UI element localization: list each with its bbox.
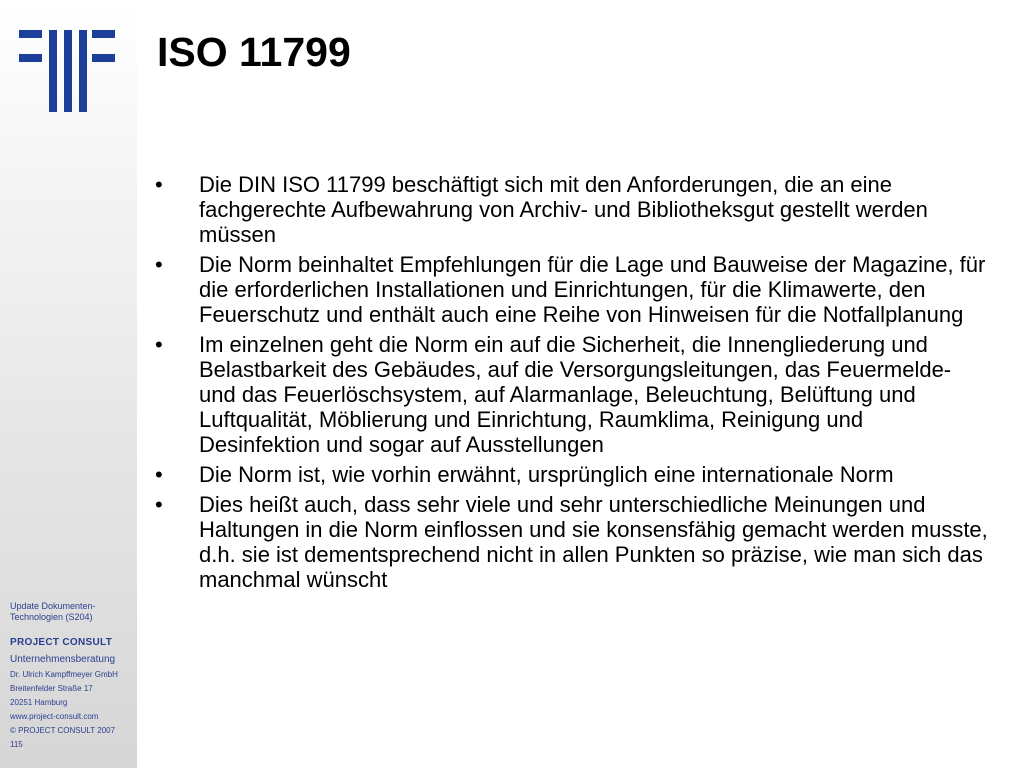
sidebar-info bbox=[10, 601, 135, 750]
bullet-dot: • bbox=[155, 252, 163, 277]
bullet-dot: • bbox=[155, 172, 163, 197]
bullet-text: Im einzelnen geht die Norm ein auf die Sicherheit, die Innengliederung und Belastbarkeit des Gebäudes, auf die Versorgungsleitungen, das Feuermelde- und das Feuerlöschsystem, auf Alarmanlage, Beleuchtung, Belüftung und Luftqualität, Möblierung und Einrichtung, Raumklima, Reinigung und Desinfektion und sogar auf Ausstellungen bbox=[199, 332, 952, 457]
city-address: 20251 Hamburg bbox=[10, 698, 68, 707]
sidebar bbox=[0, 0, 137, 768]
copyright-notice: © PROJECT CONSULT 2007 bbox=[10, 726, 116, 735]
course-title bbox=[10, 601, 135, 623]
company-name: Dr. Ulrich Kampffmeyer GmbH bbox=[10, 670, 118, 679]
website-url: www.project-consult.com bbox=[10, 712, 99, 721]
bullet-dot: • bbox=[155, 332, 163, 357]
course-line-2: Technologien (S204) bbox=[10, 612, 93, 622]
project-consult-logo bbox=[19, 30, 115, 112]
bullet-text: Die DIN ISO 11799 beschäftigt sich mit den Anforderungen, die an eine fachgerechte Aufbewahrung von Archiv- und Bibliotheksgut gestellt werden müssen bbox=[199, 172, 928, 247]
bullet-dot: • bbox=[155, 462, 163, 487]
brand-name: PROJECT CONSULT bbox=[10, 637, 113, 648]
bullet-dot: • bbox=[155, 492, 163, 517]
bullet-list bbox=[155, 172, 990, 597]
bullet-item bbox=[155, 492, 990, 592]
bullet-item bbox=[155, 462, 990, 487]
bullet-text: Dies heißt auch, dass sehr viele und sehr unterschiedliche Meinungen und Haltungen in die Norm einflossen und sie konsensfähig gemacht werden musste, d.h. sie ist dementsprechend nicht in allen Punkten so präzise, wie man sich das manchmal wünscht bbox=[199, 492, 988, 592]
street-address: Breitenfelder Straße 17 bbox=[10, 684, 93, 693]
bullet-text: Die Norm beinhaltet Empfehlungen für die Lage und Bauweise der Magazine, für die erforderlichen Installationen und Einrichtungen, für die Klimawerte, den Feuerschutz und enthält auch eine Reihe von Hinweisen für die Notfallplanung bbox=[199, 252, 986, 327]
course-line-1: Update Dokumenten- bbox=[10, 601, 96, 611]
bullet-text: Die Norm ist, wie vorhin erwähnt, ursprünglich eine internationale Norm bbox=[199, 462, 894, 487]
bullet-item bbox=[155, 172, 990, 247]
slide-title: ISO 11799 bbox=[157, 29, 351, 75]
page-number: 115 bbox=[10, 740, 23, 749]
bullet-item bbox=[155, 252, 990, 327]
bullet-item bbox=[155, 332, 990, 457]
brand-subtitle: Unternehmensberatung bbox=[10, 654, 116, 665]
